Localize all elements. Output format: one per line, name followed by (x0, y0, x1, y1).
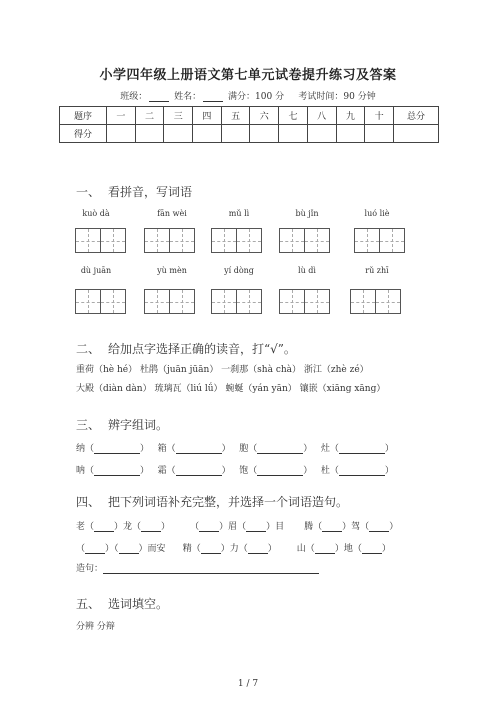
char-grid[interactable] (211, 289, 262, 314)
score-header-cell: 四 (193, 107, 222, 125)
score-cell[interactable] (107, 125, 136, 143)
score-cell[interactable] (135, 125, 164, 143)
answer-blank[interactable] (94, 522, 114, 532)
char-grid[interactable] (75, 289, 126, 314)
idiom-text: 精（ (182, 544, 201, 554)
grid-cell[interactable] (350, 289, 376, 314)
char-grid[interactable] (350, 289, 401, 314)
grid-cell[interactable] (75, 289, 101, 314)
answer-blank[interactable] (339, 466, 385, 476)
section-5-heading (76, 595, 168, 612)
score-cell[interactable] (279, 125, 308, 143)
pinyin-label: dù juān (80, 266, 112, 275)
grid-cell[interactable] (144, 289, 170, 314)
section-number: 二、 (76, 342, 101, 356)
pinyin-label: yí dòng (224, 266, 254, 275)
answer-blank[interactable] (201, 544, 221, 554)
section-title: 把下列词语补充完整，并选择一个词语造句。 (108, 495, 349, 509)
score-cell[interactable] (394, 125, 439, 143)
answer-blank[interactable] (315, 544, 335, 554)
char-grid[interactable] (279, 228, 330, 253)
score-cell[interactable] (250, 125, 279, 143)
answer-blank[interactable] (257, 444, 303, 454)
idiom-text: ）目 (266, 522, 285, 532)
grid-cell[interactable] (236, 228, 262, 253)
char: 霜 (157, 466, 167, 476)
section-title: 选词填空。 (108, 597, 169, 611)
answer-blank[interactable] (246, 522, 266, 532)
char: 灶 (320, 444, 330, 454)
word-group-line: 呐（ ） 霜（ ） 饱（ ） 杜（ ） (76, 466, 394, 476)
answer-blank[interactable] (119, 544, 139, 554)
answer-blank[interactable] (199, 522, 219, 532)
char: 纳 (76, 444, 86, 454)
score-cell[interactable] (365, 125, 394, 143)
idiom-text: （ (190, 522, 200, 532)
exam-time: 考试时间：90 分钟 (298, 92, 376, 102)
score-header-cell: 八 (307, 107, 336, 125)
word-group-line: 纳（ ） 箱（ ） 胞（ ） 灶（ ） (76, 444, 394, 454)
name-label: 姓名： (174, 92, 202, 102)
page-title: 小学四年级上册语文第七单元试卷提升练习及答案 (99, 68, 397, 83)
pinyin-label: lù dì (298, 266, 316, 275)
grid-cell[interactable] (211, 289, 237, 314)
idiom-text: ）眉（ (219, 522, 247, 532)
grid-cell[interactable] (211, 228, 237, 253)
idiom-text: ） (161, 522, 171, 532)
word-options: 分辨 分辩 (76, 622, 115, 632)
section-title: 辨字组词。 (108, 418, 169, 432)
score-header-cell: 一 (107, 107, 136, 125)
char-grid[interactable] (144, 289, 195, 314)
pronunciation-line: 重荷（hè hé） 杜鹃（juān jūān） 一刹那（shà chà） 浙江（zhè zé） (76, 365, 369, 375)
section-title: 看拼音，写词语 (108, 185, 193, 199)
pinyin-label: yù mèn (157, 266, 187, 275)
char-grid[interactable] (354, 228, 405, 253)
section-2-heading (76, 340, 296, 357)
answer-blank[interactable] (176, 444, 222, 454)
grid-cell[interactable] (379, 228, 405, 253)
score-table (59, 106, 439, 143)
answer-blank[interactable] (176, 466, 222, 476)
score-header-cell: 五 (221, 107, 250, 125)
score-cell[interactable] (193, 125, 222, 143)
grid-cell[interactable] (279, 289, 305, 314)
name-blank[interactable] (203, 92, 223, 102)
section-3-heading (76, 416, 168, 433)
sentence-blank[interactable] (103, 564, 319, 574)
grid-cell[interactable] (236, 289, 262, 314)
idiom-text: ）（ (105, 544, 119, 554)
score-header-cell: 九 (336, 107, 365, 125)
grid-cell[interactable] (304, 289, 330, 314)
score-header-cell: 三 (164, 107, 193, 125)
score-row (60, 125, 439, 143)
grid-cell[interactable] (169, 228, 195, 253)
answer-blank[interactable] (369, 522, 389, 532)
char-grid[interactable] (211, 228, 262, 253)
section-number: 五、 (76, 597, 101, 611)
section-number: 四、 (76, 495, 101, 509)
grid-cell[interactable] (375, 289, 401, 314)
idiom-line (76, 519, 398, 532)
char: 呐 (76, 466, 86, 476)
pinyin-label: luó liè (364, 209, 390, 218)
section-number: 一、 (76, 185, 101, 199)
score-cell[interactable] (336, 125, 365, 143)
grid-cell[interactable] (100, 289, 126, 314)
char: 胞 (239, 444, 249, 454)
score-header-cell: 十 (365, 107, 394, 125)
idiom-text: ） (267, 544, 277, 554)
answer-blank[interactable] (257, 466, 303, 476)
grid-cell[interactable] (354, 228, 380, 253)
pinyin-label: bù jǐn (295, 209, 319, 218)
idiom-text: （ (76, 544, 86, 554)
score-header-cell: 六 (250, 107, 279, 125)
score-header-row (60, 107, 439, 125)
grid-cell[interactable] (75, 228, 101, 253)
pinyin-label: rǔ zhī (365, 266, 389, 275)
char: 箱 (157, 444, 167, 454)
char-grid[interactable] (144, 228, 195, 253)
score-header-cell: 题序 (60, 107, 107, 125)
pinyin-label: mǔ lì (228, 209, 250, 218)
char: 杜 (320, 466, 330, 476)
score-header-cell: 七 (279, 107, 308, 125)
answer-blank[interactable] (94, 466, 140, 476)
score-row-label: 得分 (60, 125, 107, 143)
answer-blank[interactable] (339, 444, 385, 454)
idiom-text: ）力（ (220, 544, 248, 554)
grid-cell[interactable] (304, 228, 330, 253)
section-title: 给加点字选择正确的读音，打“√”。 (108, 342, 296, 356)
char: 饱 (239, 466, 249, 476)
score-cell[interactable] (307, 125, 336, 143)
sentence-line (76, 561, 319, 574)
pinyin-label: fān wèi (157, 209, 187, 218)
section-1-heading (76, 183, 192, 200)
section-number: 三、 (76, 418, 101, 432)
score-cell[interactable] (221, 125, 250, 143)
grid-cell[interactable] (100, 228, 126, 253)
pronunciation-line: 大殿（diàn dàn） 琉璃瓦（liú lǘ） 蜿蜒（yán yān） 镶嵌（xiāng xāng） (76, 384, 386, 394)
answer-blank[interactable] (362, 544, 382, 554)
full-score: 满分：100 分 (228, 92, 285, 102)
grid-cell[interactable] (144, 228, 170, 253)
exam-info (0, 89, 496, 102)
class-blank[interactable] (149, 92, 169, 102)
grid-cell[interactable] (279, 228, 305, 253)
char-grid[interactable] (75, 228, 126, 253)
answer-blank[interactable] (248, 544, 268, 554)
score-header-cell: 总分 (394, 107, 439, 125)
idiom-text: ）地（ (334, 544, 362, 554)
class-label: 班级： (120, 92, 148, 102)
score-cell[interactable] (164, 125, 193, 143)
idiom-text: ） (381, 544, 391, 554)
answer-blank[interactable] (141, 522, 161, 532)
answer-blank[interactable] (94, 444, 140, 454)
grid-cell[interactable] (169, 289, 195, 314)
idiom-text: ）龙（ (114, 522, 142, 532)
idiom-line (76, 541, 391, 554)
char-grid[interactable] (279, 289, 330, 314)
sentence-label: 造句： (76, 564, 104, 574)
idiom-text: 山（ (296, 544, 315, 554)
idiom-text: 老（ (76, 522, 95, 532)
section-4-heading (76, 493, 348, 510)
idiom-text: ） (389, 522, 399, 532)
page-number: 1 / 7 (237, 679, 259, 689)
pinyin-label: kuò dà (82, 209, 110, 218)
idiom-text: ）驾（ (342, 522, 370, 532)
idiom-text: ）而安 (138, 544, 166, 554)
answer-blank[interactable] (85, 544, 105, 554)
idiom-text: 腾（ (304, 522, 323, 532)
answer-blank[interactable] (322, 522, 342, 532)
score-header-cell: 二 (135, 107, 164, 125)
